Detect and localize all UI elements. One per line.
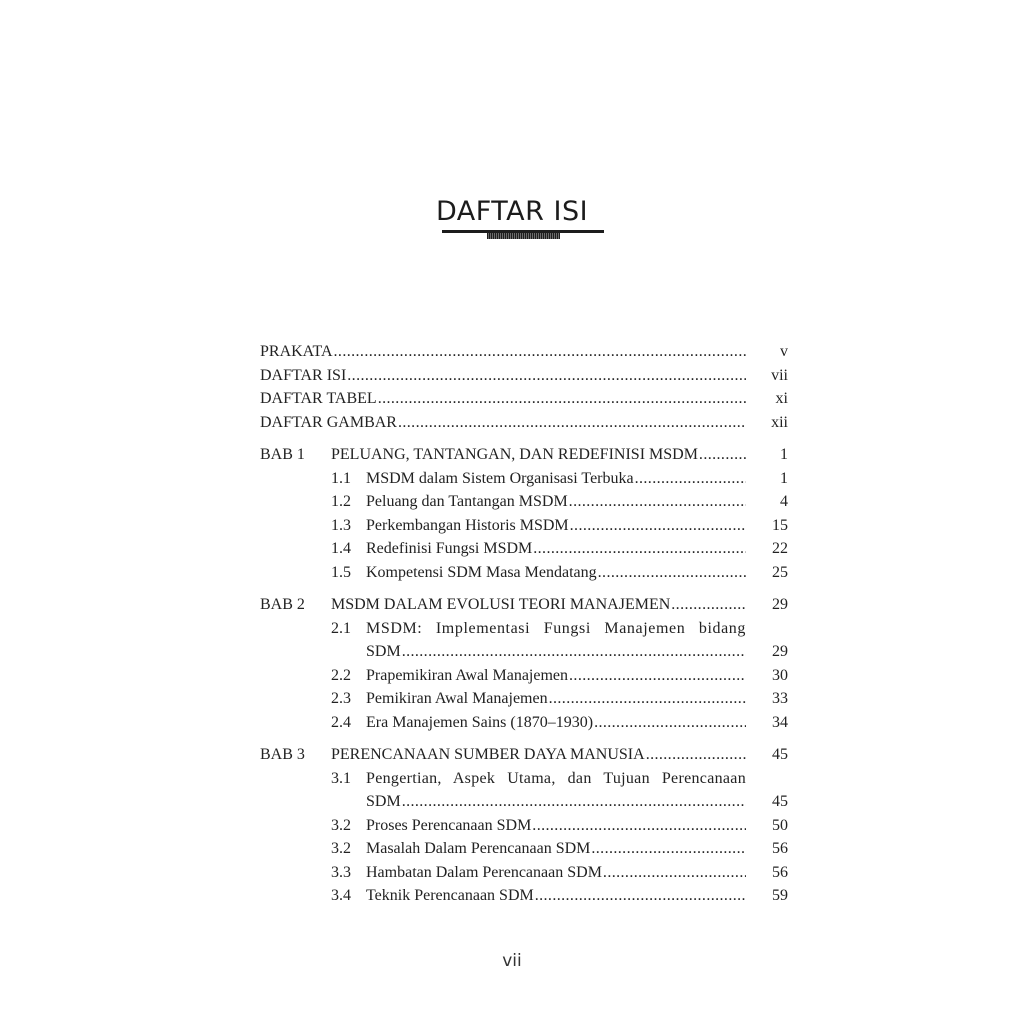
section-number: 2.2 [331, 666, 351, 684]
toc-section-2-1[interactable] [260, 617, 788, 641]
toc-page-number: 15 [772, 516, 788, 534]
section-title-line1: Pengertian, Aspek Utama, dan Tujuan Perencanaan [366, 769, 746, 787]
toc-page-number: v [780, 343, 788, 360]
toc-page-number: 29 [772, 643, 788, 660]
page-title: DAFTAR ISI [435, 196, 589, 227]
toc-section-1-3[interactable]: 1.3 Perkembangan Historis MSDM ..... 15 [260, 514, 788, 538]
section-number: 1.3 [331, 516, 351, 534]
section-number: 3.4 [331, 887, 351, 904]
toc-section-3-1-cont[interactable]: SDM ..... 45 [260, 790, 788, 814]
toc-section-2-3[interactable]: 2.3 Pemikiran Awal Manajemen ..... 33 [260, 687, 788, 711]
toc-page-number: vii [771, 366, 788, 384]
toc-page-number: 56 [772, 840, 788, 857]
toc-page-number: 22 [772, 540, 788, 557]
toc-section-3-1[interactable] [260, 767, 788, 791]
toc-page-number: xi [775, 390, 788, 407]
toc-page-number: 33 [772, 690, 788, 707]
toc-page-number: xii [771, 413, 788, 431]
toc-page-number: 29 [772, 596, 788, 613]
section-number: 1.5 [331, 563, 351, 581]
section-number: 2.3 [331, 690, 351, 707]
section-number: 3.2 [331, 840, 351, 857]
toc-page-number: 1 [780, 446, 788, 463]
chapter-label: BAB 2 [260, 596, 305, 613]
toc-section-1-2[interactable]: 1.2 Peluang dan Tantangan MSDM ..... 4 [260, 490, 788, 514]
toc-page-number: 50 [772, 816, 788, 834]
section-number: 1.1 [331, 469, 351, 487]
section-title-line1: MSDM: Implementasi Fungsi Manajemen bidang [366, 619, 746, 637]
section-number: 1.2 [331, 493, 351, 510]
toc-section-3-3[interactable]: 3.3 Hambatan Dalam Perencanaan SDM ..... 56 [260, 861, 788, 885]
section-number: 2.4 [331, 713, 351, 731]
toc-section-3-2[interactable]: 3.2 Proses Perencanaan SDM ..... 50 [260, 814, 788, 838]
section-number: 3.3 [331, 863, 351, 881]
toc-section-3-4[interactable]: 3.4 Teknik Perencanaan SDM ..... 59 [260, 884, 788, 908]
toc-entry-prakata[interactable]: PRAKATA ..... v [260, 340, 788, 364]
section-number: 3.1 [331, 769, 351, 787]
toc-page-number: 34 [772, 713, 788, 731]
title-underline-bar [487, 233, 560, 239]
table-of-contents [260, 340, 788, 908]
toc-page-number: 45 [772, 793, 788, 810]
toc-section-2-2[interactable]: 2.2 Prapemikiran Awal Manajemen ..... 30 [260, 664, 788, 688]
toc-page-number: 25 [772, 563, 788, 581]
toc-section-3-2b[interactable]: 3.2 Masalah Dalam Perencanaan SDM ..... 56 [260, 837, 788, 861]
toc-chapter-2[interactable]: BAB 2 MSDM DALAM EVOLUSI TEORI MANAJEMEN ..... 29 [260, 593, 788, 617]
section-number: 3.2 [331, 816, 351, 834]
page-number-footer: vii [502, 951, 522, 971]
toc-page-number: 45 [772, 746, 788, 763]
toc-section-2-4[interactable]: 2.4 Era Manajemen Sains (1870–1930) ..... 34 [260, 711, 788, 735]
toc-page-number: 1 [780, 469, 788, 487]
toc-section-1-1[interactable]: 1.1 MSDM dalam Sistem Organisasi Terbuka ..... 1 [260, 467, 788, 491]
toc-section-2-1-cont[interactable]: SDM ..... 29 [260, 640, 788, 664]
chapter-label: BAB 1 [260, 446, 305, 463]
toc-page-number: 56 [772, 863, 788, 881]
chapter-label: BAB 3 [260, 746, 305, 763]
toc-entry-daftar-gambar[interactable]: DAFTAR GAMBAR ..... xii [260, 411, 788, 435]
toc-chapter-3[interactable]: BAB 3 PERENCANAAN SUMBER DAYA MANUSIA ..... 45 [260, 743, 788, 767]
section-number: 2.1 [331, 619, 351, 637]
toc-page-number: 4 [780, 493, 788, 510]
toc-chapter-1[interactable]: BAB 1 PELUANG, TANTANGAN, DAN REDEFINISI MSDM ..... 1 [260, 443, 788, 467]
toc-entry-daftar-tabel[interactable]: DAFTAR TABEL ..... xi [260, 387, 788, 411]
toc-section-1-5[interactable]: 1.5 Kompetensi SDM Masa Mendatang ..... 25 [260, 561, 788, 585]
section-number: 1.4 [331, 540, 351, 557]
toc-entry-daftar-isi[interactable]: DAFTAR ISI ..... vii [260, 364, 788, 388]
toc-section-1-4[interactable]: 1.4 Redefinisi Fungsi MSDM ..... 22 [260, 537, 788, 561]
toc-page-number: 59 [772, 887, 788, 904]
toc-page-number: 30 [772, 666, 788, 684]
